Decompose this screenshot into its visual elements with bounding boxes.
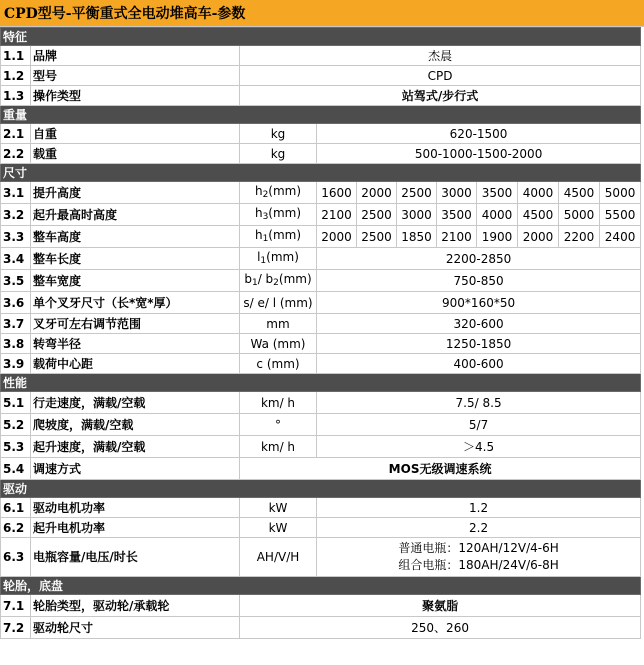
unit-symbol: l: [257, 249, 261, 264]
row-number: 3.1: [1, 182, 31, 204]
table-row: [1, 498, 641, 518]
row-label: 操作类型: [31, 86, 240, 106]
height-value: 3500: [437, 204, 477, 226]
row-number: 3.7: [1, 314, 31, 334]
spec-table: [0, 27, 641, 639]
row-unit: AH/V/H: [240, 538, 317, 577]
row-value: 620-1500: [317, 124, 641, 144]
row-number: 3.8: [1, 334, 31, 354]
battery-option: 普通电瓶：120AH/12V/4-6H: [398, 541, 559, 555]
row-value: 聚氨脂: [240, 595, 641, 617]
row-label: 整车高度: [31, 226, 240, 248]
row-unit: [240, 226, 317, 248]
unit-suffix: (mm): [268, 205, 302, 220]
page-title: CPD型号-平衡重式全电动堆高车-参数: [0, 0, 644, 27]
table-row: [1, 66, 641, 86]
row-unit: °: [240, 414, 317, 436]
height-value: 2400: [600, 226, 641, 248]
unit-subscript: 1: [262, 233, 269, 244]
table-row: [1, 204, 641, 226]
height-value: 5500: [600, 204, 641, 226]
row-label: 载重: [31, 144, 240, 164]
row-unit: mm: [240, 314, 317, 334]
row-value: [317, 538, 641, 577]
height-value: 2500: [357, 204, 397, 226]
height-value: 5000: [600, 182, 641, 204]
height-value: 4000: [477, 204, 518, 226]
table-row: [1, 182, 641, 204]
table-row: [1, 595, 641, 617]
unit-symbol: h: [254, 205, 263, 220]
row-number: 6.1: [1, 498, 31, 518]
row-label: 转弯半径: [31, 334, 240, 354]
row-value: 1250-1850: [317, 334, 641, 354]
row-label: 电瓶容量/电压/时长: [31, 538, 240, 577]
row-label: 单个叉牙尺寸（长*宽*厚）: [31, 292, 240, 314]
row-value: 1.2: [317, 498, 641, 518]
section-title: 性能: [1, 374, 641, 392]
unit-symbol: h: [254, 227, 263, 242]
row-label: 驱动轮尺寸: [31, 617, 240, 639]
unit-subscript: 1: [260, 255, 267, 266]
table-row: [1, 414, 641, 436]
row-number: 1.1: [1, 46, 31, 66]
row-value: 500-1000-1500-2000: [317, 144, 641, 164]
row-unit: kg: [240, 144, 317, 164]
section-header-weight: [1, 106, 641, 124]
height-value: 2000: [317, 226, 357, 248]
unit-symbol: b: [244, 271, 252, 286]
row-unit: kW: [240, 518, 317, 538]
row-value: 2200-2850: [317, 248, 641, 270]
unit-separator: /: [257, 271, 266, 286]
row-number: 6.3: [1, 538, 31, 577]
height-value: 2500: [357, 226, 397, 248]
row-label: 整车长度: [31, 248, 240, 270]
row-value: 750-850: [317, 270, 641, 292]
row-value: 320-600: [317, 314, 641, 334]
row-label: 起升最高时高度: [31, 204, 240, 226]
unit-subscript: 3: [262, 211, 269, 222]
row-unit: Wa (mm): [240, 334, 317, 354]
section-title: 轮胎，底盘: [1, 577, 641, 595]
unit-subscript: 1: [251, 277, 258, 288]
row-number: 2.2: [1, 144, 31, 164]
section-title: 特征: [1, 28, 641, 46]
row-label: 型号: [31, 66, 240, 86]
row-value: 5/7: [317, 414, 641, 436]
table-row: [1, 314, 641, 334]
row-number: 7.1: [1, 595, 31, 617]
battery-option: 组合电瓶：180AH/24V/6-8H: [398, 558, 559, 572]
section-header-dimensions: [1, 164, 641, 182]
row-number: 1.3: [1, 86, 31, 106]
row-label: 行走速度，满载/空载: [31, 392, 240, 414]
row-value: 2.2: [317, 518, 641, 538]
row-label: 起升速度，满载/空载: [31, 436, 240, 458]
row-value: 250、260: [240, 617, 641, 639]
row-number: 7.2: [1, 617, 31, 639]
row-unit: [240, 270, 317, 292]
row-value: 900*160*50: [317, 292, 641, 314]
table-row: [1, 334, 641, 354]
table-row: [1, 124, 641, 144]
table-row: [1, 86, 641, 106]
section-title: 驱动: [1, 480, 641, 498]
table-row: [1, 46, 641, 66]
table-row: [1, 436, 641, 458]
section-title: 尺寸: [1, 164, 641, 182]
height-value: 3000: [397, 204, 437, 226]
row-unit: km/ h: [240, 436, 317, 458]
row-number: 1.2: [1, 66, 31, 86]
height-value: 4500: [559, 182, 600, 204]
table-row: [1, 538, 641, 577]
height-value: 1900: [477, 226, 518, 248]
section-header-drive: [1, 480, 641, 498]
row-number: 5.3: [1, 436, 31, 458]
row-value: CPD: [240, 66, 641, 86]
row-unit: km/ h: [240, 392, 317, 414]
row-unit: kg: [240, 124, 317, 144]
table-row: [1, 292, 641, 314]
row-unit: [240, 182, 317, 204]
row-label: 调速方式: [31, 458, 240, 480]
row-label: 提升高度: [31, 182, 240, 204]
row-value: 7.5/ 8.5: [317, 392, 641, 414]
row-number: 3.3: [1, 226, 31, 248]
row-number: 3.5: [1, 270, 31, 292]
height-value: 2200: [559, 226, 600, 248]
unit-symbol: h: [254, 183, 263, 198]
unit-subscript: 2: [262, 189, 269, 200]
table-row: [1, 144, 641, 164]
table-row: [1, 458, 641, 480]
row-number: 3.6: [1, 292, 31, 314]
unit-suffix: (mm): [278, 271, 312, 286]
unit-suffix: (mm): [268, 183, 302, 198]
row-number: 3.2: [1, 204, 31, 226]
unit-subscript: 2: [273, 277, 279, 288]
row-number: 6.2: [1, 518, 31, 538]
height-value: 1600: [317, 182, 357, 204]
row-value: MOS无级调速系统: [240, 458, 641, 480]
section-header-tires: [1, 577, 641, 595]
row-label: 爬坡度，满载/空载: [31, 414, 240, 436]
row-label: 驱动电机功率: [31, 498, 240, 518]
row-label: 载荷中心距: [31, 354, 240, 374]
section-title: 重量: [1, 106, 641, 124]
row-number: 3.9: [1, 354, 31, 374]
height-value: 5000: [559, 204, 600, 226]
row-number: 5.4: [1, 458, 31, 480]
height-value: 4000: [518, 182, 559, 204]
row-number: 2.1: [1, 124, 31, 144]
row-label: 起升电机功率: [31, 518, 240, 538]
unit-symbol: b: [265, 271, 274, 286]
height-value: 1850: [397, 226, 437, 248]
height-value: 3000: [437, 182, 477, 204]
row-value: 400-600: [317, 354, 641, 374]
row-label: 叉牙可左右调节范围: [31, 314, 240, 334]
section-header-features: [1, 28, 641, 46]
row-number: 5.2: [1, 414, 31, 436]
row-number: 5.1: [1, 392, 31, 414]
height-value: 3500: [477, 182, 518, 204]
row-unit: kW: [240, 498, 317, 518]
table-row: [1, 617, 641, 639]
table-row: [1, 226, 641, 248]
row-label: 品牌: [31, 46, 240, 66]
row-unit: [240, 248, 317, 270]
row-value: 站驾式/步行式: [240, 86, 641, 106]
row-label: 轮胎类型，驱动轮/承载轮: [31, 595, 240, 617]
table-row: [1, 392, 641, 414]
table-row: [1, 270, 641, 292]
height-value: 2100: [437, 226, 477, 248]
table-row: [1, 518, 641, 538]
table-row: [1, 354, 641, 374]
height-value: 2000: [518, 226, 559, 248]
row-value: 杰晨: [240, 46, 641, 66]
height-value: 2500: [397, 182, 437, 204]
height-value: 4500: [518, 204, 559, 226]
row-label: 自重: [31, 124, 240, 144]
row-unit: s/ e/ l (mm): [240, 292, 317, 314]
row-unit: c (mm): [240, 354, 317, 374]
table-row: [1, 248, 641, 270]
row-number: 3.4: [1, 248, 31, 270]
unit-suffix: (mm): [268, 227, 302, 242]
height-value: 2000: [357, 182, 397, 204]
row-label: 整车宽度: [31, 270, 240, 292]
section-header-performance: [1, 374, 641, 392]
unit-suffix: (mm): [266, 249, 299, 264]
height-value: 2100: [317, 204, 357, 226]
row-unit: [240, 204, 317, 226]
row-value: ＞4.5: [317, 436, 641, 458]
